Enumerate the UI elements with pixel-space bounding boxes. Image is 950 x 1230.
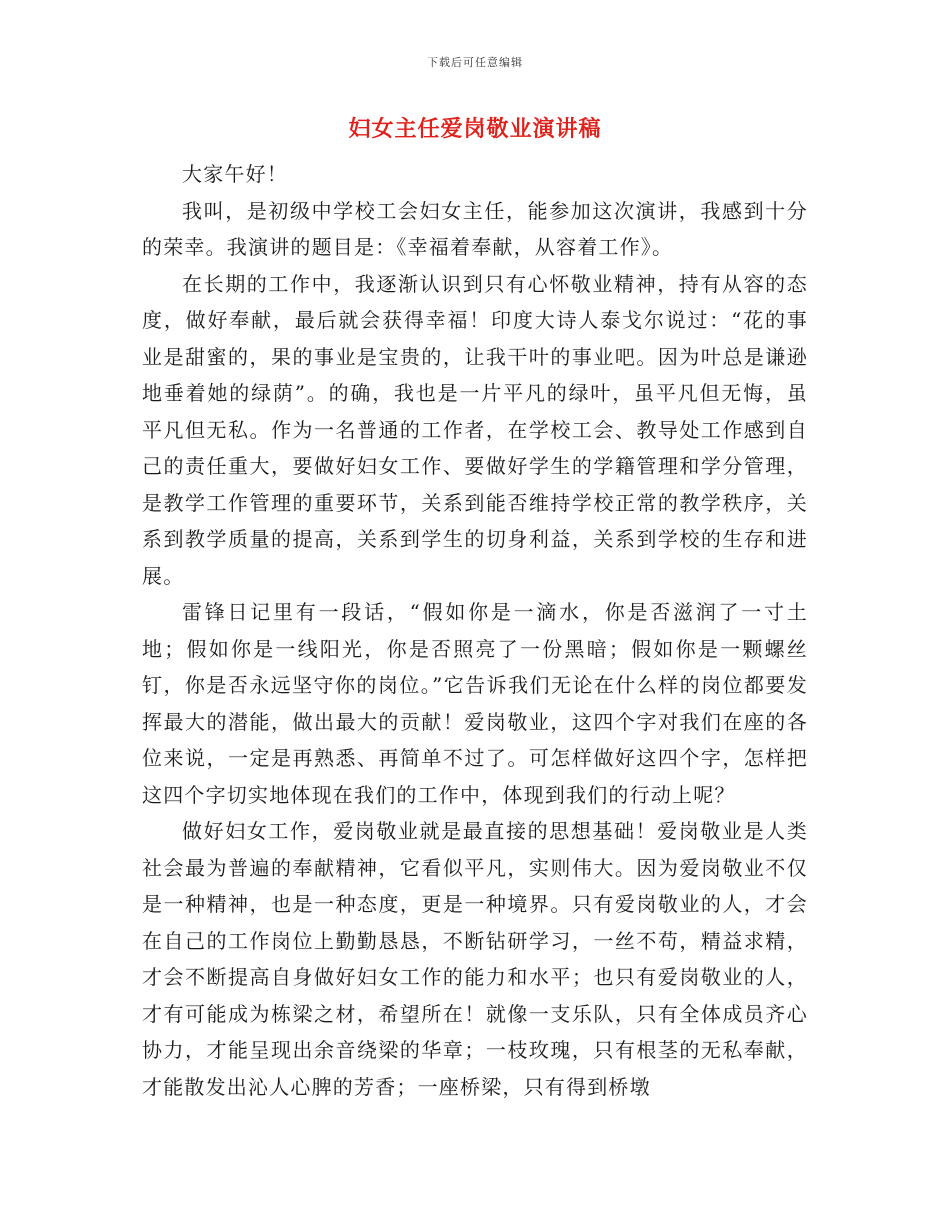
body-paragraph-2: 在长期的工作中，我逐渐认识到只有心怀敬业精神，持有从容的态度，做好奉献，最后就会获得幸福！印度大诗人泰戈尔说过：“花的事业是甜蜜的，果的事业是宝贵的，让我干叶的事业吧。因为叶总是谦逊地垂着她的绿荫”。的确，我也是一片平凡的绿叶，虽平凡但无悔，虽平凡但无私。作为一名普通的工作者，在学校工会、教导处工作感到自己的责任重大，要做好妇女工作、要做好学生的学籍管理和学分管理，是教学工作管理的重要环节，关系到能否维持学校正常的教学秩序，关系到教学质量的提高，关系到学生的切身利益，关系到学校的生存和进展。 bbox=[142, 271, 808, 588]
body-paragraph-3: 雷锋日记里有一段话，“假如你是一滴水，你是否滋润了一寸土地；假如你是一线阳光，你是否照亮了一份黑暗；假如你是一颗螺丝钉，你是否永远坚守你的岗位。”它告诉我们无论在什么样的岗位都要发挥最大的潜能，做出最大的贡献！爱岗敬业，这四个字对我们在座的各位来说，一定是再熟悉、再简单不过了。可怎样做好这四个字，怎样把这四个字切实地体现在我们的工作中，体现到我们的行动上呢？ bbox=[142, 600, 808, 807]
greeting-paragraph: 大家午好！ bbox=[182, 162, 288, 186]
page-header-note: 下载后可任意编辑 bbox=[427, 56, 523, 69]
body-paragraph-4: 做好妇女工作，爱岗敬业就是最直接的思想基础！爱岗敬业是人类社会最为普遍的奉献精神，它看似平凡，实则伟大。因为爱岗敬业不仅是一种精神，也是一种态度，更是一种境界。只有爱岗敬业的人，才会在自己的工作岗位上勤勤恳恳，不断钻研学习，一丝不苟，精益求精，才会不断提高自身做好妇女工作的能力和水平；也只有爱岗敬业的人，才有可能成为栋梁之材，希望所在！就像一支乐队，只有全体成员齐心协力，才能呈现出余音绕梁的华章；一枝玫瑰，只有根茎的无私奉献，才能散发出沁人心脾的芳香；一座桥梁，只有得到桥墩 bbox=[142, 819, 808, 1099]
document-body bbox=[142, 156, 808, 1105]
body-paragraph-1: 我叫，是初级中学校工会妇女主任，能参加这次演讲，我感到十分的荣幸。我演讲的题目是：《幸福着奉献，从容着工作》。 bbox=[142, 198, 808, 259]
document-title: 妇女主任爱岗敬业演讲稿 bbox=[348, 116, 602, 142]
